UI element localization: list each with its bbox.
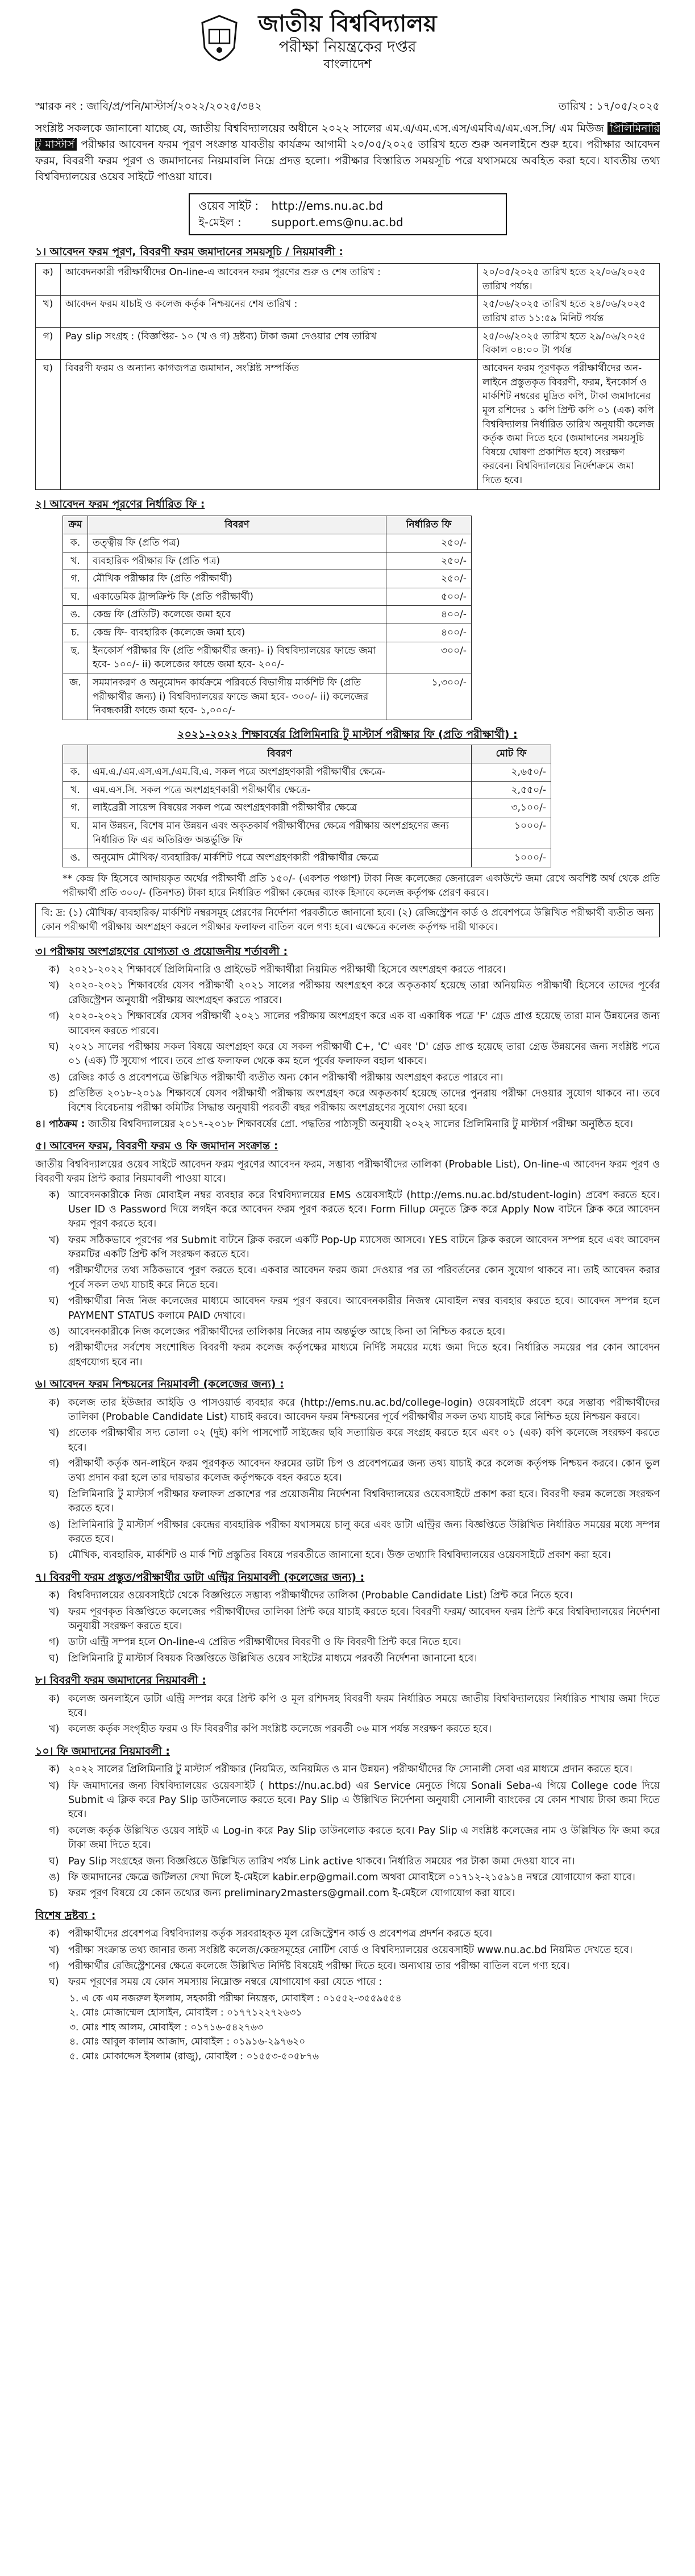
list-item-marker: ক) — [49, 1764, 60, 1776]
schedule-table — [35, 263, 660, 490]
schedule-serial: ক) — [36, 264, 61, 296]
fee-description: একাডেমিক ট্রান্সক্রিপ্ট ফি (প্রতি পরীক্ষার্থী) — [88, 588, 386, 606]
section-5-intro: জাতীয় বিশ্ববিদ্যালয়ের ওয়েব সাইটে আবেদন ফরম পূরণের আবেদন ফরম, সম্ভাব্য পরীক্ষার্থীদের তালিকা (Probable List), On-line-এ আবেদন ফরম পূরণ ও বিবরণী ফরম প্রিন্ট করার নিয়মাবলী পাওয়া যাবে। — [35, 1158, 660, 1185]
schedule-description: বিবরণী ফরম ও অন্যান্য কাগজপত্র জমাদান, সংশ্লিষ্ট সম্পর্কিত — [61, 359, 478, 489]
list-item — [49, 1009, 660, 1038]
list-item — [49, 1692, 660, 1721]
list-item-marker: ঙ) — [49, 1326, 60, 1337]
special-notes-title: বিশেষ দ্রষ্টব্য : — [35, 1909, 96, 1922]
masters-fee-serial: গ. — [63, 799, 88, 817]
office-name: পরীক্ষা নিয়ন্ত্রকের দপ্তর — [278, 38, 417, 56]
list-item-text: কলেজ তার ইউজার আইডি ও পাসওয়ার্ড ব্যবহার করে (http://ems.nu.ac.bd/college-login) ওয়েবসাইটে প্রবেশ করে সম্ভাব্য পরীক্ষার্থীদের তালিকা (Probable Candidate List) যাচাই করবে। আবেদন ফরম নিশ্চয়নের পূর্বে পরীক্ষার্থীর সকল তথ্য যাচাই করে নিশ্চিত হয়ে নিশ্চয়ন করবে। — [68, 1397, 660, 1423]
schedule-value: ২৫/০৬/২০২৫ তারিখ হতে ২৪/০৬/২০২৫ তারিখ রাত ১১:৫৯ মিনিট পর্যন্ত — [478, 296, 660, 327]
website-label: ওয়েব সাইট : — [198, 198, 259, 213]
list-item-text: প্রিলিমিনারি টু মাস্টার্স পরীক্ষার ফলাফল প্রকাশের পর প্রয়োজনীয় নির্দেশনা বিশ্ববিদ্যালয়ের ওয়েবসাইটে প্রকাশ করা হবে। বিবরণী ফরম কলেজে সংরক্ষণ করতে হবে। — [68, 1488, 660, 1515]
list-item-text: প্রিলিমিনারি টু মাস্টার্স পরীক্ষার কেন্দ্রের ব্যবহারিক পরীক্ষা যথাসময়ে চালু করে এবং ডাটা এন্ট্রির জন্য বিজ্ঞপ্তিতে উল্লিখিত নির্ধারিত সময়ের মধ্যে সম্পন্ন করতে হবে। — [68, 1519, 660, 1545]
list-item-text: ২০২১-২০২২ শিক্ষাবর্ষে প্রিলিমিনারি ও প্রাইভেট পরীক্ষার্থীরা নিয়মিত পরীক্ষার্থী হিসেবে অংশগ্রহণ করতে পারবে। — [68, 964, 506, 976]
masters-fee-description: এম.এ./এম.এস.এস./এম.বি.এ. সকল পত্রে অংশগ্রহণকারী পরীক্ষার্থীর ক্ষেত্রে- — [88, 763, 472, 782]
section-2-title: ২। আবেদন ফরম পূরণের নির্ধারিত ফি : — [35, 497, 205, 510]
section-4-text: জাতীয় বিশ্ববিদ্যালয়ের ২০১৭-২০১৮ শিক্ষাবর্ষের প্রো. পদ্ধতির পাঠ্যসূচী অনুযায়ী ২০২২ সালের প্রিলিমিনারি টু মাস্টার্স পরীক্ষা অনুষ্ঠিত হবে। — [88, 1118, 633, 1130]
list-item-text: মৌখিক, ব্যবহারিক, মার্কশিট ও মার্ক শিট প্রস্তুতির বিষয়ে পরবর্তীতে জানানো হবে। উক্ত তথ্যাদি বিশ্ববিদ্যালয়ের ওয়েবসাইটে প্রকাশ করা হবে। — [68, 1549, 611, 1561]
list-item — [49, 1040, 660, 1069]
contact-item: ৩. মোঃ শাহ আলম, মোবাইল : ০১৭১৬-৫৪২৭৬৩ — [69, 2021, 263, 2033]
intro-text-1: সংশ্লিষ্ট সকলকে জানানো যাচ্ছে যে, জাতীয় বিশ্ববিদ্যালয়ের অধীনে ২০২২ সালের এম.এ/এম.এস.এস/এমবিএ/এম.এস.সি/ এম মিউজ — [35, 122, 604, 135]
list-item-marker: চ) — [49, 1088, 59, 1100]
section-6-list — [35, 1396, 660, 1563]
list-item-text: ২০২০-২০২১ শিক্ষাবর্ষের যেসব পরীক্ষার্থী ২০২১ সালের পরীক্ষায় অংশগ্রহণ করে এক বা একাধিক পত্রে 'F' গ্রেড প্রাপ্ত হয়েছে তারা মান উন্নয়নের জন্য আবেদন করতে পারবে। — [68, 1011, 660, 1037]
fee-row — [63, 624, 472, 642]
list-item-marker: খ) — [49, 980, 60, 992]
schedule-row — [36, 327, 660, 359]
list-item-text: রেজিঃ কার্ড ও প্রবেশপত্রে উল্লিখিত পরীক্ষার্থী ব্যতীত অন্য কোন পরীক্ষার্থী পরীক্ষায় অংশগ্রহণ করতে পারবে না। — [68, 1071, 503, 1083]
masters-fee-description: অনুমোদ মৌখিক/ ব্যবহারিক/ মার্কশিট পত্রে অংশগ্রহণকারী পরীক্ষার্থীর ক্ষেত্রে — [88, 849, 472, 867]
masters-header-total: মোট ফি — [472, 745, 551, 763]
masters-fee-total: ২,৫৫০/- — [472, 781, 551, 799]
list-item-marker: গ) — [49, 1636, 60, 1648]
list-item-text: পরীক্ষা সংক্রান্ত তথ্য জানার জন্য সংশ্লিষ্ট কলেজ/কেন্দ্রসমূহের নোটিশ বোর্ড ও বিশ্ববিদ্যালয়ের ওয়েবসাইট www.nu.ac.bd নিয়মিত দেখতে হবে। — [68, 1944, 632, 1956]
list-item-marker: ক) — [49, 1928, 60, 1940]
schedule-row — [36, 296, 660, 327]
fee-amount: ৫০০/- — [386, 588, 472, 606]
fee-description: মৌখিক পরীক্ষার ফি (প্রতি পরীক্ষার্থী) — [88, 570, 386, 588]
contact-item: ২. মোঃ মোজাম্মেল হোসাইন, মোবাইল : ০১৭৭১২২৭২৬৩১ — [69, 2007, 302, 2019]
fee-row — [63, 606, 472, 624]
list-item-text: ফরম পূরণকৃত বিজ্ঞপ্তিতে কলেজের পরীক্ষার্থীদের তালিকা প্রিন্ট করে যাচাই করতে হবে। বিবরণী ফরম/ আবেদন ফরম প্রিন্ট করে বিশ্ববিদ্যালয়ের নির্দেশনা অনুযায়ী সংরক্ষণ করতে হবে। — [68, 1606, 660, 1632]
list-item-text: ফি জমাদানের ক্ষেত্রে জটিলতা দেখা দিলে ই-মেইলে kabir.erp@gmail.com অথবা মোবাইলে ০১৭১২-২১৫৯১৪ নম্বরে যোগাযোগ করা যাবে। — [68, 1871, 635, 1883]
schedule-row — [36, 264, 660, 296]
list-item-text: ফরম সঠিকভাবে পূরণের পর Submit বাটনে ক্লিক করলে একটি Pop-Up ম্যাসেজ আসবে। YES বাটনে ক্লিক করলে আবেদন সম্পন্ন হবে এবং আবেদন ফরমটির একটি প্রিন্ট কপি সংরক্ষণ করতে হবে। — [68, 1234, 660, 1260]
list-item-marker: গ) — [49, 1265, 60, 1277]
notice-header — [35, 10, 660, 95]
list-item-marker: ক) — [49, 1189, 60, 1201]
masters-fee-serial: খ. — [63, 781, 88, 799]
contact-list — [69, 1992, 660, 2064]
fee-serial: খ. — [63, 552, 88, 570]
list-item — [49, 1233, 660, 1262]
list-item-text: পরীক্ষার্থীরা নিজ নিজ কলেজের মাধ্যমে আবেদন ফরম পূরণ করবে। আবেদনকারীর নিজস্ব মোবাইল নম্বর ব্যবহার করতে হবে। আবেদন সম্পন্ন হলে PAYMENT STATUS কলামে PAID দেখাবে। — [68, 1295, 660, 1322]
contact-box — [189, 193, 507, 235]
masters-fee-total: ১০০০/- — [472, 817, 551, 849]
masters-fee-title: ২০২১-২০২২ শিক্ষাবর্ষের প্রিলিমিনারি টু মাস্টার্স পরীক্ষার ফি (প্রতি পরীক্ষার্থী) : — [177, 728, 518, 741]
masters-fee-serial: ঙ. — [63, 849, 88, 867]
list-item-marker: ঘ) — [49, 1976, 59, 1988]
list-item-text: কলেজ কর্তৃক উল্লিখিত ওয়েব সাইট এ Log-in করে Pay Slip ডাউনলোড করতে হবে। Pay Slip এ সংশ্লিষ্ট কলেজের নাম ও উল্লিখিত ফি জমা করে টাকা জমা দিতে হবে। — [68, 1825, 660, 1851]
contact-item: ১. এ কে এম নজরুল ইসলাম, সহকারী পরীক্ষা নিয়ন্ত্রক, মোবাইল : ০১৫৫২-৩৫৫৯৫৫৪ — [69, 1992, 402, 2004]
fee-serial: ঙ. — [63, 606, 88, 624]
section-8-list — [35, 1692, 660, 1737]
list-item — [49, 1652, 660, 1666]
list-item-text: ২০২২ সালের প্রিলিমিনারি টু মাস্টার্স পরীক্ষার (নিয়মিত, অনিয়মিত ও মান উন্নয়ন) পরীক্ষার্থীদের ফি সোনালী সেবা এর মাধ্যমে প্রদান করতে হবে। — [68, 1764, 632, 1776]
section-5-title: ৫। আবেদন ফরম, বিবরণী ফরম ও ফি জমাদান সংক্রান্ত : — [35, 1140, 278, 1153]
fee-amount: ৩০০/- — [386, 642, 472, 674]
section-7-list — [35, 1589, 660, 1666]
list-item — [49, 1294, 660, 1323]
list-item — [49, 1779, 660, 1822]
list-item — [49, 1871, 660, 1885]
schedule-description: Pay slip সংগ্রহ : (বিজ্ঞপ্তির- ১০ (খ ও গ) দ্রষ্টব্য) টাকা জমা দেওয়ার শেষ তারিখ — [61, 327, 478, 359]
fee-row — [63, 642, 472, 674]
list-item — [49, 1975, 660, 1989]
list-item-text: ফরম পূরণের সময় যে কোন সমস্যায় নিম্নোক্ত নম্বরে যোগাযোগ করা যেতে পারে : — [68, 1976, 382, 1988]
list-item-text: কলেজ কর্তৃক সংগৃহীত ফরম ও ফি বিবরণীর কপি সংশ্লিষ্ট কলেজে পরবর্তী ০৬ মাস পর্যন্ত সংরক্ষণ করতে হবে। — [68, 1723, 492, 1735]
fee-description: সমমানকরণ ও অনুমোদন কার্যক্রমে পরিবর্তে বিভাগীয় মার্কশিট ফি (প্রতি পরীক্ষার্থীর জন্য) i) বিশ্ববিদ্যালয়ের ফান্ডে জমা হবে- ৩০০/- ii) কলেজের নিবন্ধকারী ফান্ডে জমা হবে- ১,০০০/- — [88, 674, 386, 720]
list-item — [49, 1087, 660, 1116]
list-item-marker: ক) — [49, 1590, 60, 1602]
fee-header-amount: নির্ধারিত ফি — [386, 516, 472, 534]
intro-highlight: প্রিলিমিনারি টু মাস্টার্স — [35, 122, 660, 151]
masters-fee-description: মান উন্নয়ন, বিশেষ মান উন্নয়ন এবং অকৃতকার্য পরীক্ষার্থীদের ক্ষেত্রে পরীক্ষায় অংশগ্রহণের জন্য নির্ধারিত ফি এর অতিরিক্ত অন্তর্ভুক্তি ফি — [88, 817, 472, 849]
list-item-text: পরীক্ষার্থীদের সর্বশেষ সংশোধিত বিবরণী ফরম কলেজ কর্তৃপক্ষের মাধ্যমে নির্দিষ্ট সময়ের মধ্যে জমা দিতে হবে। নির্ধারিত সময়ের পর কোন আবেদন গ্রহণযোগ্য হবে না। — [68, 1342, 660, 1368]
list-item — [49, 1927, 660, 1941]
fee-serial: ক. — [63, 534, 88, 552]
list-item-text: আবেদনকারীকে নিজ কলেজের পরীক্ষার্থীদের তালিকায় নিজের নাম অন্তর্ভুক্ত আছে কিনা তা নিশ্চিত করতে হবে। — [68, 1326, 505, 1337]
email-link[interactable]: support.ems@nu.ac.bd — [271, 215, 403, 229]
list-item-text: পরীক্ষার্থী কর্তৃক অন-লাইনে ফরম পূরণকৃত আবেদন ফরমের ডাটা চিপ ও প্রবেশপত্রের জন্য তথ্য যাচাই করে কলেজ কর্তৃপক্ষ নিশ্চয়ন করবে। কোন ভুল তথ্য প্রদান করা হলে তার দায়ভার কলেজ কর্তৃপক্ষকে বহন করতে হবে। — [68, 1458, 660, 1484]
section-7-title: ৭। বিবরণী ফরম প্রস্তুত/পরীক্ষার্থীর ডাটা এন্ট্রির নিয়মাবলী (কলেজের জন্য) : — [35, 1570, 365, 1584]
list-item-marker: ঙ) — [49, 1071, 60, 1083]
fee-amount: ২৫০/- — [386, 570, 472, 588]
masters-fee-serial: ক. — [63, 763, 88, 782]
list-item-text: পরীক্ষার্থীদের প্রবেশপত্র বিশ্ববিদ্যালয় কর্তৃক সরবরাহকৃত মূল রেজিস্ট্রেশন কার্ড ও প্রবেশপত্র প্রদর্শন করতে হবে। — [68, 1928, 493, 1940]
list-item-marker: ঘ) — [49, 1652, 59, 1664]
list-item-marker: খ) — [49, 1427, 60, 1439]
reference-number: স্মারক নং : জাবি/প্র/পনি/মাস্টার্স/২০২২/২০২৫/৩৪২ — [35, 100, 262, 113]
website-link[interactable]: http://ems.nu.ac.bd — [271, 198, 384, 213]
masters-fee-description: লাইব্রেরী সায়েন্স বিষয়ের সকল পত্রে অংশগ্রহণকারী পরীক্ষার্থীর ক্ষেত্রে — [88, 799, 472, 817]
list-item-marker: ঙ) — [49, 1871, 60, 1883]
list-item-marker: খ) — [49, 1723, 60, 1735]
list-item — [49, 1264, 660, 1293]
fee-row — [63, 588, 472, 606]
masters-fee-total: ২,৬৫০/- — [472, 763, 551, 782]
section-5-list — [35, 1189, 660, 1370]
fee-row — [63, 674, 472, 720]
list-item-marker: গ) — [49, 1011, 60, 1023]
list-item — [49, 963, 660, 977]
email-label: ই-মেইল : — [198, 215, 242, 229]
schedule-description: আবেদন ফরম যাচাই ও কলেজ কর্তৃক নিশ্চয়নের শেষ তারিখ : — [61, 296, 478, 327]
masters-fee-row — [63, 817, 551, 849]
masters-fee-description: এম.এস.সি. সকল পত্রে অংশগ্রহণকারী পরীক্ষার্থীর ক্ষেত্রে- — [88, 781, 472, 799]
schedule-value: আবেদন ফরম পূরণকৃত পরীক্ষার্থীদের অন-লাইনে প্রস্তুতকৃত বিবরণী, ফরম, ইনকোর্স ও মার্কশিট নম্বরের মুদ্রিত কপি, টাকা জমাদানের মূল রশিদের ১ কপি প্রিন্ট কপি ০১ (এক) কপি বিশ্ববিদ্যালয় নির্ধারিত তারিখ অনুযায়ী কলেজ কর্তৃক জমা দিতে হবে (জমাদানের সময়সূচি বিষয়ে ঘোষণা প্রকাশিত হবে) সংরক্ষণ করবেন। বিশ্ববিদ্যালয়ের নির্দেশক্রমে জমা দিতে হবে। — [478, 359, 660, 489]
list-item — [49, 1722, 660, 1736]
fee-description: তত্ত্বীয় ফি (প্রতি পত্র) — [88, 534, 386, 552]
fee-amount: ১,৩০০/- — [386, 674, 472, 720]
fee-header-serial: ক্রম — [63, 516, 88, 534]
list-item-text: প্রিলিমিনারি টু মাস্টার্স বিষয়ক বিজ্ঞপ্তিতে উল্লিখিত ওয়েব সাইটের মাধ্যমে পরবর্তী নির্দেশনা জানানো হবে। — [68, 1652, 477, 1664]
list-item-text: ২০২০-২০২১ শিক্ষাবর্ষের যেসব পরীক্ষার্থী ২০২১ সালের পরীক্ষায় অংশগ্রহণ করে অকৃতকার্য হয়েছে তারা অনিয়মিত পরীক্ষার্থী হিসেবে তাদের পূর্বের রেজিস্ট্রেশন অনুযায়ী পরীক্ষায় অংশগ্রহণ করতে পারবে। — [68, 980, 660, 1006]
fee-amount: ২৫০/- — [386, 534, 472, 552]
list-item-marker: ক) — [49, 1693, 60, 1705]
reference-line — [35, 99, 660, 115]
schedule-row — [36, 359, 660, 489]
intro-paragraph — [35, 121, 660, 185]
list-item — [49, 1071, 660, 1085]
fee-serial: জ. — [63, 674, 88, 720]
list-item — [49, 1959, 660, 1973]
section-10-title: ১০। ফি জমাদানের নিয়মাবলী : — [35, 1744, 170, 1758]
list-item-marker: ঘ) — [49, 1041, 59, 1053]
fee-amount: ৪০০/- — [386, 606, 472, 624]
fee-row — [63, 570, 472, 588]
list-item-text: বিশ্ববিদ্যালয়ের ওয়েবসাইটে থেকে বিজ্ঞপ্তিতে সম্ভাব্য পরীক্ষার্থীদের তালিকা (Probable Candidate List) প্রিন্ট করে নিতে হবে। — [68, 1590, 573, 1602]
list-item — [49, 979, 660, 1008]
section-6-title: ৬। আবেদন ফরম নিশ্চয়নের নিয়মাবলী (কলেজের জন্য) : — [35, 1378, 284, 1390]
fee-amount: ৪০০/- — [386, 624, 472, 642]
masters-fee-row — [63, 763, 551, 782]
masters-fee-total: ১০০০/- — [472, 849, 551, 867]
fee-table — [63, 516, 472, 720]
fee-row — [63, 534, 472, 552]
masters-fee-serial: ঘ. — [63, 817, 88, 849]
list-item — [49, 1341, 660, 1370]
fee-description: কেন্দ্র ফি- ব্যবহারিক (কলেজে জমা হবে) — [88, 624, 386, 642]
list-item — [49, 1396, 660, 1425]
fee-description: ইনকোর্স পরীক্ষার ফি (প্রতি পরীক্ষার্থীর জন্য)- i) বিশ্ববিদ্যালয়ের ফান্ডে জমা হবে- ১০০/- ii) কলেজের ফান্ডে জমা হবে- ২০০/- — [88, 642, 386, 674]
masters-fee-table — [63, 745, 551, 867]
section-10-list — [35, 1763, 660, 1901]
list-item-text: ফরম পূরণ বিষয়ে যে কোন তথ্যের জন্য preliminary2masters@gmail.com ই-মেইলে যোগাযোগ করা যাবে। — [68, 1888, 515, 1900]
section-3-title: ৩। পরীক্ষায় অংশগ্রহণের যোগ্যতা ও প্রয়োজনীয় শর্তাবলী : — [35, 945, 288, 958]
fee-serial: চ. — [63, 624, 88, 642]
section-1-title: ১। আবেদন ফরম পূরণ, বিবরণী ফরম জমাদানের সময়সূচি / নিয়মাবলী : — [35, 245, 343, 258]
list-item — [49, 1325, 660, 1339]
list-item — [49, 1548, 660, 1563]
contact-item: ৫. মোঃ মোকাদ্দেস ইসলাম (রাজু), মোবাইল : ০১৫৫৩-৫০৫৮৭৬ — [69, 2050, 319, 2062]
list-item-marker: চ) — [49, 1549, 59, 1561]
fee-serial: গ. — [63, 570, 88, 588]
list-item — [49, 1518, 660, 1547]
list-item — [49, 1426, 660, 1455]
section-3-list — [35, 963, 660, 1116]
list-item-marker: গ) — [49, 1960, 60, 1972]
masters-header-serial — [63, 745, 88, 763]
contact-item: ৪. মোঃ আবুল কালাম আজাদ, মোবাইল : ০১৯১৬-২৯৭৬২০ — [69, 2036, 306, 2048]
special-note-box: বি: দ্র: (১) মৌখিক/ ব্যবহারিক/ মার্কশিট নম্বরসমূহ প্রেরণের নির্দেশনা পরবর্তীতে জানানো হবে। (২) রেজিস্ট্রেশন কার্ড ও প্রবেশপত্রে উল্লিখিত পরীক্ষার্থী ব্যতীত অন্য কোন পরীক্ষার্থী পরীক্ষায় অংশগ্রহণ করলে পরীক্ষার ফলাফল বাতিল বলে গণ্য হবে। এক্ষেত্রে কলেজ কর্তৃপক্ষ দায়ী থাকবে। — [35, 903, 660, 937]
list-item-text: ডাটা এন্ট্রি সম্পন্ন হলে On-line-এ প্রেরিত পরীক্ষার্থীদের বিবরণী ও ফি বিবরণী প্রিন্ট করে নিতে হবে। — [68, 1636, 461, 1648]
fee-amount: ২৫০/- — [386, 552, 472, 570]
section-4 — [35, 1117, 660, 1132]
list-item — [49, 1763, 660, 1777]
list-item-text: ফি জমাদানের জন্য বিশ্ববিদ্যালয়ের ওয়েবসাইট ( https://nu.ac.bd) এর Service মেনুতে গিয়ে Sonali Seba-এ গিয়ে College code দিয়ে Submit এ ক্লিক করে Pay Slip ডাউনলোড করতে হবে। Pay Slip এ উল্লিখিত নির্দেশনা অনুযায়ী সোনালী ব্যাংকের যে কোন শাখায় টাকা জমা দিতে হবে। — [68, 1780, 660, 1821]
list-item — [49, 1824, 660, 1853]
list-item-text: ২০২১ সালের পরীক্ষায় সকল বিষয়ে অংশগ্রহণ করে যে সকল পরীক্ষার্থী C+, 'C' এবং 'D' গ্রেড প্রাপ্ত হয়েছে তারা গ্রেড উন্নয়নের জন্য সংশ্লিষ্ট পত্রে ০১ (এক) টি সুযোগ পাবে। তবে প্রাপ্ত ফলাফল থেকে কম হলে পূর্বের ফলাফল বহাল থাকবে। — [68, 1041, 660, 1067]
list-item-marker: ক) — [49, 1397, 60, 1409]
list-item-text: পরীক্ষার্থীর রেজিস্ট্রেশনের ক্ষেত্রে কলেজে উল্লিখিত নির্দিষ্ট বিষয়েই পরীক্ষা দিতে হবে। অন্যথায় তার পরীক্ষা বাতিল বলে গণ্য হবে। — [68, 1960, 570, 1972]
masters-fee-row — [63, 849, 551, 867]
schedule-serial: খ) — [36, 296, 61, 327]
list-item-marker: চ) — [49, 1342, 59, 1354]
list-item-text: আবেদনকারীকে নিজ মোবাইল নম্বর ব্যবহার করে বিশ্ববিদ্যালয়ের EMS ওয়েবসাইটে (http://ems.nu.ac.bd/student-login) প্রবেশ করতে হবে। User ID ও Password দিয়ে লগইন করে আবেদন ফরম পূরণ করতে হবে। Form Fillup মেনুতে ক্লিক করে Apply Now বাটনে ক্লিক করে আবেদন ফরম পূরণ করতে হবে। — [68, 1189, 660, 1230]
schedule-serial: ঘ) — [36, 359, 61, 489]
masters-fee-row — [63, 781, 551, 799]
list-item — [49, 1605, 660, 1634]
list-item-marker: ঘ) — [49, 1488, 59, 1500]
schedule-value: ২০/০৫/২০২৫ তারিখ হতে ২২/০৬/২০২৫ তারিখ পর্যন্ত। — [478, 264, 660, 296]
fee-serial: ঘ. — [63, 588, 88, 606]
list-item — [49, 1488, 660, 1516]
list-item — [49, 1457, 660, 1486]
list-item — [49, 1887, 660, 1901]
list-item — [49, 1635, 660, 1650]
list-item-marker: ঘ) — [49, 1295, 59, 1307]
center-fee-note: ** কেন্দ্র ফি হিসেবে আদায়কৃত অর্থের পরীক্ষার্থী প্রতি ১৫০/- (একশত পঞ্চাশ) টাকা নিজ কলেজের জেনারেল একাউন্টে জমা রেখে অবশিষ্ট অর্থ থেকে প্রতি পরীক্ষার্থী প্রতি ৩০০/- (তিনশত) টাকা হারে নির্ধারিত পরীক্ষা কেন্দ্রের ব্যাংক হিসাবে কলেজ কর্তৃপক্ষ প্রেরণ করবে। — [63, 872, 660, 899]
fee-description: ব্যবহারিক পরীক্ষার ফি (প্রতি পত্র) — [88, 552, 386, 570]
list-item-marker: খ) — [49, 1780, 60, 1792]
list-item-text: কলেজ অনলাইনে ডাটা এন্ট্রি সম্পন্ন করে প্রিন্ট কপি ও মূল রশিদসহ বিবরণী ফরম নির্ধারিত সময়ে জাতীয় বিশ্ববিদ্যালয়ের নির্ধারিত শাখায় জমা দিতে হবে। — [68, 1693, 660, 1719]
fee-serial: ছ. — [63, 642, 88, 674]
list-item-marker: গ) — [49, 1458, 60, 1470]
list-item-text: প্রতিষ্ঠিত ২০১৮-২০১৯ শিক্ষাবর্ষে যেসব পরীক্ষার্থী পরীক্ষায় অংশগ্রহণ করে অকৃতকার্য হয়েছে তাদের পুনরায় পরীক্ষা দেওয়ার সুযোগ থাকবে না। তবে বিশেষ বিবেচনায় পরীক্ষা কমিটির সিদ্ধান্ত অনুযায়ী পরবর্তী বছর পরীক্ষায় অংশগ্রহণের সুযোগ দেয়া হবে। — [68, 1088, 660, 1114]
fee-header-desc: বিবরণ — [88, 516, 386, 534]
list-item-text: প্রত্যেক পরীক্ষার্থীর সদ্য তোলা ০২ (দুই) কপি পাসপোর্ট সাইজের ছবি সত্যায়িত করে সংগ্রহ করতে হবে এবং ০১ (এক) কপি কলেজে সংরক্ষণ করতে হবে। — [68, 1427, 660, 1453]
schedule-description: আবেদনকারী পরীক্ষার্থীদের On-line-এ আবেদন ফরম পূরণের শুরু ও শেষ তারিখ : — [61, 264, 478, 296]
list-item-text: পরীক্ষার্থীদের তথ্য সঠিকভাবে পূরণ করতে হবে। একবার আবেদন ফরম জমা দেওয়ার পর তা পরিবর্তনের কোন সুযোগ থাকবে না। তাই আবেদন করার পূর্বে সকল তথ্য যাচাই করে নিতে হবে। — [68, 1265, 660, 1291]
list-item-marker: চ) — [49, 1888, 59, 1900]
special-notes-list — [35, 1927, 660, 1990]
list-item — [49, 1943, 660, 1958]
list-item-marker: ঙ) — [49, 1519, 60, 1531]
masters-fee-row — [63, 799, 551, 817]
list-item-marker: ক) — [49, 964, 60, 976]
list-item-marker: খ) — [49, 1606, 60, 1618]
list-item-marker: ঘ) — [49, 1855, 59, 1867]
list-item-text: Pay Slip সংগ্রহের জন্য বিজ্ঞপ্তিতে উল্লিখিত তারিখ পর্যন্ত Link active থাকবে। নির্ধারিত সময়ের পর টাকা জমা দেওয়া যাবে না। — [68, 1855, 575, 1867]
university-logo-icon — [199, 14, 240, 63]
fee-row — [63, 552, 472, 570]
masters-header-desc: বিবরণ — [88, 745, 472, 763]
list-item — [49, 1589, 660, 1603]
section-8-title: ৮। বিবরণী ফরম জমাদানের নিয়মাবলী : — [35, 1674, 206, 1687]
schedule-serial: গ) — [36, 327, 61, 359]
list-item-marker: গ) — [49, 1825, 60, 1837]
list-item-marker: খ) — [49, 1944, 60, 1956]
intro-text-2: পরীক্ষার আবেদন ফরম পূরণ সংক্রান্ত যাবতীয় কার্যক্রম আগামী ২০/০৫/২০২৫ তারিখ হতে শুরু অনলাইনে শুরু হবে। পরীক্ষার আবেদন ফরম, বিবরণী ফরম পূরণ ও জমাদানের নিয়মাবলি নিম্নে প্রদত্ত হলো। পরীক্ষার বিস্তারিত সময়সূচি পরে যথাসময়ে অবহিত করা হবে। যাবতীয় তথ্য বিশ্ববিদ্যালয়ের ওয়েব সাইটে পাওয়া যাবে। — [35, 138, 660, 184]
masters-fee-total: ৩,১০০/- — [472, 799, 551, 817]
fee-description: কেন্দ্র ফি (প্রতিটি) কলেজে জমা হবে — [88, 606, 386, 624]
country-name: বাংলাদেশ — [323, 57, 372, 72]
section-4-title: ৪। পাঠক্রম : — [35, 1118, 85, 1130]
notice-date: তারিখ : ১৭/০৫/২০২৫ — [558, 100, 660, 113]
university-name: জাতীয় বিশ্ববিদ্যালয় — [258, 11, 437, 37]
list-item — [49, 1189, 660, 1232]
schedule-value: ২৫/০৬/২০২৫ তারিখ হতে ২৯/০৬/২০২৫ বিকাল ০৪:০০ টা পর্যন্ত — [478, 327, 660, 359]
list-item — [49, 1855, 660, 1869]
list-item-marker: খ) — [49, 1234, 60, 1246]
